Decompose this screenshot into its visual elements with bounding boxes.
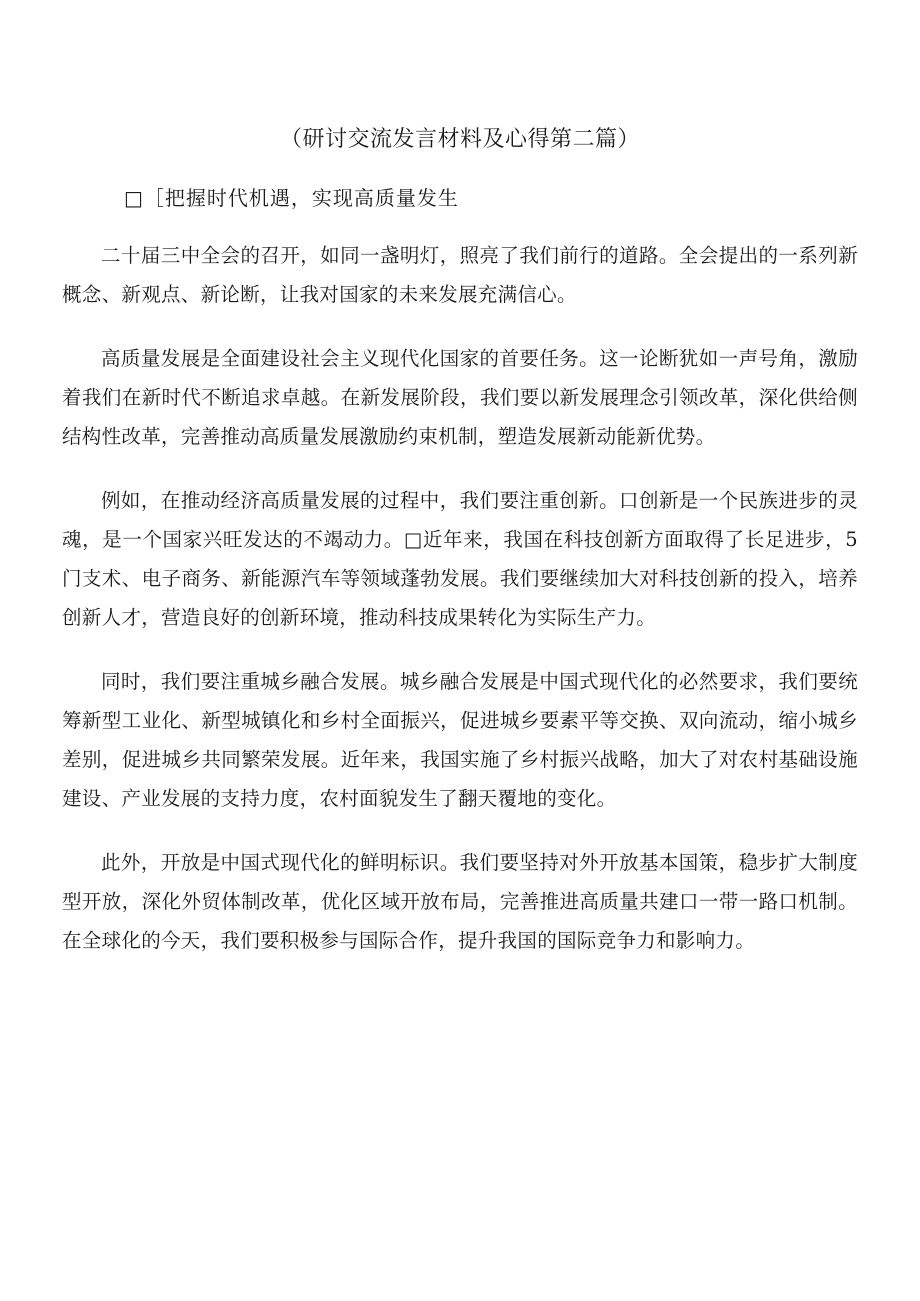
document-subtitle: □［把握时代机遇，实现高质量发生: [124, 186, 459, 210]
document-title: （研讨交流发言材料及心得第二篇）: [279, 127, 640, 152]
paragraph-3: 例如，在推动经济高质量发展的过程中，我们要注重创新。口创新是一个民族进步的灵魂，是一个国家兴旺发达的不竭动力。□近年来，我国在科技创新方面取得了长足进步，5门支术、电子商务、新能源汽车等领域蓬勃发展。我们要继续加大对科技创新的投入，培养创新人才，营造良好的创新环境，推动科技成果转化为实际生产力。: [62, 489, 858, 629]
paragraph-4: 同时，我们要注重城乡融合发展。城乡融合发展是中国式现代化的必然要求，我们要统筹新型工业化、新型城镇化和乡村全面振兴，促进城乡要素平等交换、双向流动，缩小城乡差别，促进城乡共同繁荣发展。近年来，我国实施了乡村振兴战略，加大了对农村基础设施建设、产业发展的支持力度，农村面貌发生了翻天覆地的变化。: [62, 670, 858, 810]
paragraph-5: 此外，开放是中国式现代化的鲜明标识。我们要坚持对外开放基本国策，稳步扩大制度型开放，深化外贸体制改革，优化区域开放布局，完善推进高质量共建口一带一路口机制。在全球化的今天，我们要积极参与国际合作，提升我国的国际竞争力和影响力。: [62, 851, 858, 952]
paragraph-2: 高质量发展是全面建设社会主义现代化国家的首要任务。这一论断犹如一声号角，激励着我们在新时代不断追求卓越。在新发展阶段，我们要以新发展理念引领改革，深化供给侧结构性改革，完善推动高质量发展激励约束机制，塑造发展新动能新优势。: [62, 347, 858, 448]
paragraph-1: 二十届三中全会的召开，如同一盏明灯，照亮了我们前行的道路。全会提出的一系列新概念、新观点、新论断，让我对国家的未来发展充满信心。: [62, 244, 858, 306]
document-body: [62, 236, 858, 985]
